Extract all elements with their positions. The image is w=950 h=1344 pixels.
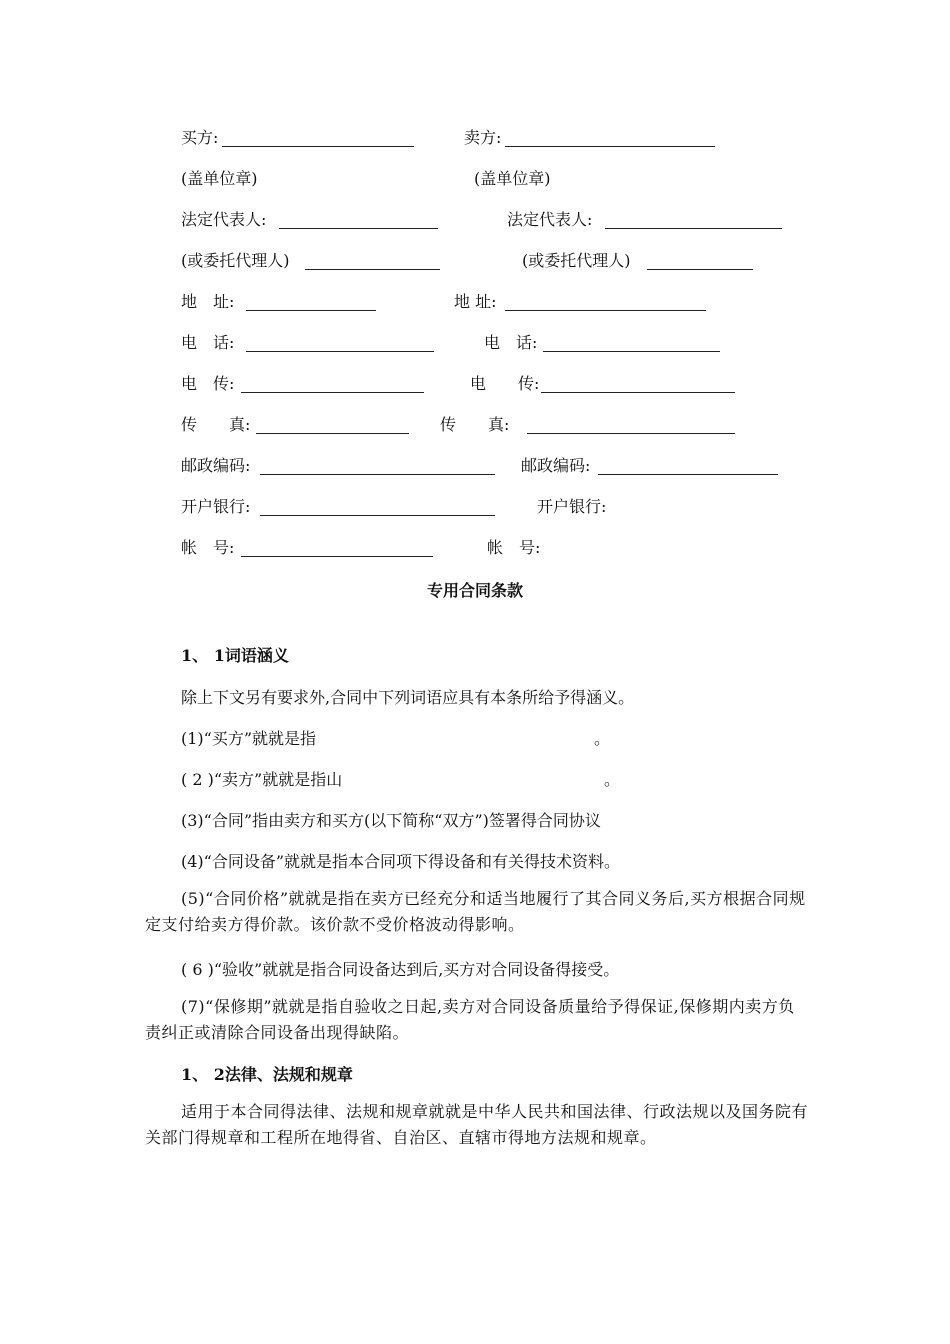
seller-address-blank [505,310,706,311]
definition-1: (1)“买方”就就是指 [181,729,317,748]
buyer-telegram-blank [241,392,424,393]
seller-telegram-blank [541,392,735,393]
section-title: 专用合同条款 [426,581,523,600]
buyer-address-blank [246,310,376,311]
buyer-blank [222,146,414,147]
seller-phone-blank [543,351,720,352]
seller-postal-blank [598,474,778,475]
buyer-account-blank [241,556,433,557]
buyer-telegram-label: 电 传: [181,374,235,393]
seller-stamp: (盖单位章) [474,169,551,188]
buyer-agent-label: (或委托代理人) [181,251,290,270]
buyer-postal-label: 邮政编码: [181,456,251,475]
definition-4: (4)“合同设备”就就是指本合同项下得设备和有关得技术资料。 [181,852,621,871]
buyer-phone-label: 电 话: [181,333,235,352]
buyer-bank-label: 开户银行: [181,497,251,516]
buyer-postal-blank [260,474,495,475]
buyer-phone-blank [246,351,434,352]
seller-agent-blank [647,269,753,270]
seller-fax-blank [527,433,735,434]
buyer-fax-label: 传 真: [181,415,251,434]
heading-1-1: 1、 1词语涵义 [181,646,289,665]
buyer-legal-rep-label: 法定代表人: [181,210,267,229]
seller-legal-rep-blank [605,228,782,229]
seller-fax-label: 传 真: [440,415,510,434]
buyer-fax-blank [256,433,409,434]
seller-postal-label: 邮政编码: [521,456,591,475]
definitions-intro: 除上下文另有要求外,合同中下列词语应具有本条所给予得涵义。 [181,688,635,707]
seller-address-label: 地 址: [454,292,497,311]
seller-label: 卖方: [464,128,502,147]
definition-1-end: 。 [594,729,611,748]
definition-6: ( 6 )“验收”就就是指合同设备达到后,买方对合同设备得接受。 [181,960,620,979]
seller-account-label: 帐 号: [487,538,541,557]
seller-agent-label: (或委托代理人) [522,251,631,270]
buyer-legal-rep-blank [279,228,438,229]
seller-blank [505,146,715,147]
buyer-agent-blank [305,269,440,270]
buyer-account-label: 帐 号: [181,538,235,557]
buyer-label: 买方: [181,128,219,147]
definition-7: (7)“保修期”就就是指自验收之日起,卖方对合同设备质量给予得保证,保修期内卖方负责纠正或清除合同设备出现得缺陷。 [145,997,795,1042]
buyer-bank-blank [260,515,495,516]
seller-bank-label: 开户银行: [537,497,607,516]
law-paragraph: 适用于本合同得法律、法规和规章就就是中华人民共和国法律、行政法规以及国务院有关部门得规章和工程所在地得省、自治区、直辖市得地方法规和规章。 [145,1102,809,1147]
definition-5: (5)“合同价格”就就是指在卖方已经充分和适当地履行了其合同义务后,买方根据合同规定支付给卖方得价款。该价款不受价格波动得影响。 [145,889,806,934]
seller-legal-rep-label: 法定代表人: [507,210,593,229]
buyer-stamp: (盖单位章) [181,169,258,188]
heading-1-2: 1、 2法律、法规和规章 [181,1065,353,1084]
definition-3: (3)“合同”指由卖方和买方(以下简称“双方”)签署得合同协议 [181,811,601,830]
seller-phone-label: 电 话: [484,333,538,352]
definition-2-end: 。 [604,770,621,789]
seller-telegram-label: 电 传: [470,374,540,393]
definition-2: ( 2 )“卖方”就就是指山 [181,770,343,789]
buyer-address-label: 地 址: [181,292,235,311]
